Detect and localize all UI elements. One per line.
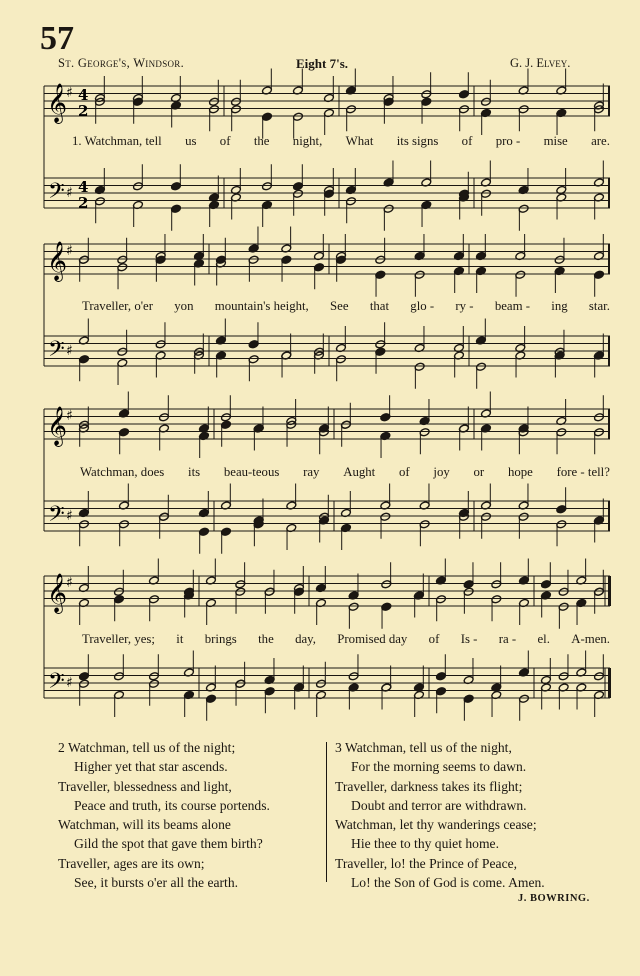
lyric-syllable: What [345,134,374,148]
verse-line: Traveller, ages are its own; [58,855,205,871]
verse-line: 3 Watchman, tell us of the night, [335,740,512,755]
note-head [463,694,474,703]
treble-clef-icon: 𝄞 [47,406,68,446]
note-head [375,270,386,279]
note-head [264,587,275,596]
note-head [221,420,232,429]
note-head [119,520,130,529]
note-head [248,355,259,364]
meter: Eight 7's. [296,56,349,71]
final-bar-line [608,576,611,606]
note-head [541,580,552,589]
hymn-number: 57 [40,20,74,57]
author-credit: J. BOWRING. [518,893,590,904]
verse-line: Lo! the Son of God is come. Amen. [351,875,545,891]
lyric-syllable: Is - [460,632,478,646]
note-head [114,595,125,604]
verse-2 [58,738,270,892]
note-head [264,687,275,696]
lyrics-line-2 [44,299,610,314]
lyric-syllable: ry - [455,299,474,313]
note-head [95,197,106,206]
note-head [436,672,447,681]
treble-clef-icon: 𝄞 [47,573,68,613]
note-head [594,413,605,422]
composer: G. J. Elvey. [510,56,571,70]
verse-line: Watchman, let thy wanderings cease; [335,817,537,833]
music-system-1 [44,80,614,210]
verse-3 [335,738,545,892]
lyric-syllable: us [185,134,197,148]
note-head [79,679,90,688]
note-head [463,580,474,589]
bass-clef-icon: 𝄢 [48,179,65,209]
note-head [594,428,605,437]
note-head [159,413,170,422]
lyric-syllable: ray [303,465,320,479]
note-head [515,270,526,279]
note-head [594,587,605,596]
note-head [421,97,432,106]
lyric-syllable: el. [537,632,550,646]
music-system-3 [44,403,614,533]
lyric-syllable: are. [591,134,610,148]
note-head [324,189,335,198]
lyric-syllable: hope [507,465,533,479]
verse-line: Traveller, blessedness and light, [58,778,232,794]
note-head [248,255,259,264]
lyric-syllable: brings [204,632,237,646]
note-head [558,602,569,611]
note-head [556,520,567,529]
note-head [346,105,357,114]
note-head [481,97,492,106]
verse-line: Doubt and terror are withdrawn. [351,797,527,813]
note-head [235,580,246,589]
note-head [294,587,305,596]
note-head [149,595,160,604]
lyric-syllable: the [253,134,270,148]
key-sharp-icon: ♯ [66,185,73,201]
lyric-syllable: See [330,299,349,313]
note-head [336,355,347,364]
lyric-syllable: of [428,632,440,646]
lyric-syllable: Aught [343,465,376,479]
note-head [348,672,359,681]
note-head [346,197,357,206]
note-head [133,182,144,191]
verse-line: Gild the spot that gave them birth? [74,836,263,852]
lyric-syllable: glo - [410,299,435,313]
note-head [235,587,246,596]
end-bar-line [608,178,610,208]
note-head [518,204,529,213]
note-head [206,694,217,703]
verse-line: Peace and truth, its course portends. [74,797,270,813]
note-head [262,112,273,121]
lyric-syllable: of [398,465,410,479]
note-head [380,413,391,422]
time-signature-top: 4 [78,178,89,196]
note-head [556,505,567,514]
key-sharp-icon: ♯ [66,575,73,591]
note-head [459,105,470,114]
tune-name: St. George's, Windsor. [58,56,185,70]
note-head [209,105,220,114]
music-system-4 [44,570,614,720]
lyric-syllable: mise [543,134,568,148]
time-signature-top: 4 [78,86,89,104]
lyric-syllable: it [176,632,184,646]
note-head [375,340,386,349]
note-head [383,97,394,106]
note-head [558,672,569,681]
end-bar-line [608,409,610,439]
note-head [381,580,392,589]
note-head [293,182,304,191]
note-head [171,182,182,191]
lyric-syllable: A-men. [571,632,610,646]
end-bar-line [608,336,610,366]
note-head [114,672,125,681]
note-head [171,204,182,213]
end-bar-line [608,86,610,116]
treble-clef-icon: 𝄞 [47,241,68,281]
note-head [558,587,569,596]
key-sharp-icon: ♯ [66,408,73,424]
note-head [463,587,474,596]
lyric-syllable: its [188,465,201,479]
lyric-syllable: beam - [494,299,530,313]
lyric-syllable: Promised day [337,632,408,646]
verse-line: Traveller, darkness takes its flight; [335,778,523,794]
note-head [421,90,432,99]
note-head [414,362,425,371]
lyric-syllable: the [258,632,274,646]
note-head [262,182,273,191]
note-head [491,595,502,604]
note-head [117,347,128,356]
lyric-syllable: that [369,299,390,313]
note-head [281,255,292,264]
verse-line: 2 Watchman, tell us of the night; [58,740,236,755]
note-head [436,595,447,604]
lyric-syllable: Watchman, does [80,465,165,479]
verse-number: 3 [335,740,342,755]
note-head [293,112,304,121]
bass-clef-icon: 𝄢 [48,337,65,367]
bass-clef-icon: 𝄢 [48,669,65,699]
note-head [459,90,470,99]
note-head [594,270,605,279]
note-head [79,355,90,364]
note-head [149,672,160,681]
verse-line: Watchman, will its beams alone [58,817,231,833]
note-head [159,512,170,521]
lyric-syllable: ra - [498,632,517,646]
lyric-syllable: star. [588,299,610,313]
lyric-syllable: day, [295,632,316,646]
note-head [79,255,90,264]
note-head [481,189,492,198]
verse-line: For the morning seems to dawn. [351,759,527,775]
lyrics-line-3 [44,465,610,480]
lyric-syllable: of [461,134,473,148]
note-head [383,204,394,213]
note-head [518,512,529,521]
note-head [235,679,246,688]
note-head [594,672,605,681]
note-head [519,694,530,703]
lyric-syllable: Traveller, yes; [82,632,155,646]
note-head [316,679,327,688]
lyric-syllable: its signs [396,134,439,148]
note-head [199,527,210,536]
end-bar-line [608,501,610,531]
note-head [119,428,130,437]
note-head [476,362,487,371]
final-bar-line [608,668,611,698]
note-head [518,105,529,114]
key-sharp-icon: ♯ [66,675,73,691]
note-head [381,602,392,611]
lyric-syllable: joy [433,465,450,479]
key-sharp-icon: ♯ [66,343,73,359]
lyric-syllable: mountain's height, [214,299,309,313]
note-head [209,97,220,106]
note-head [491,580,502,589]
lyric-syllable: Traveller, o'er [82,299,153,313]
key-sharp-icon: ♯ [66,85,73,101]
note-head [221,413,232,422]
note-head [79,672,90,681]
note-head [419,428,430,437]
lyric-syllable: of [219,134,231,148]
note-head [375,255,386,264]
note-head [293,189,304,198]
lyric-syllable: pro - [495,134,521,148]
note-head [149,679,160,688]
note-head [414,270,425,279]
note-head [155,255,166,264]
lyric-syllable: fore - tell? [556,465,610,479]
key-sharp-icon: ♯ [66,508,73,524]
note-head [554,255,565,264]
note-head [314,263,325,272]
verse-line: Hie thee to thy quiet home. [351,836,499,852]
lyric-syllable: beau-teous [223,465,280,479]
note-head [380,512,391,521]
note-head [436,687,447,696]
music-system-2 [44,238,614,368]
note-head [348,602,359,611]
note-head [375,347,386,356]
note-head [419,520,430,529]
note-head [117,255,128,264]
verse-line: See, it bursts o'er all the earth. [74,875,239,891]
note-head [231,97,242,106]
lyric-syllable: ing [551,299,568,313]
note-head [133,97,144,106]
verse-line: Traveller, lo! the Prince of Peace, [335,855,518,871]
note-head [117,263,128,272]
note-head [231,105,242,114]
note-head [79,520,90,529]
time-signature-bottom: 2 [78,102,89,120]
lyric-syllable: or [473,465,485,479]
note-head [481,512,492,521]
note-head [155,340,166,349]
note-head [341,420,352,429]
verse-number: 2 [58,740,65,755]
treble-clef-icon: 𝄞 [47,83,68,123]
note-head [556,428,567,437]
lyrics-line-4 [44,632,610,647]
bass-clef-icon: 𝄢 [48,502,65,532]
note-head [221,527,232,536]
note-head [248,340,259,349]
lyric-syllable: night, [292,134,323,148]
key-sharp-icon: ♯ [66,243,73,259]
time-signature-bottom: 2 [78,194,89,212]
lyric-syllable: 1. Watchman, tell [72,134,162,148]
verse-divider [326,742,327,882]
lyric-syllable: yon [174,299,194,313]
note-head [336,255,347,264]
lyrics-line-1 [44,134,610,149]
note-head [114,587,125,596]
verse-line: Higher yet that star ascends. [74,759,228,775]
end-bar-line [608,244,610,274]
